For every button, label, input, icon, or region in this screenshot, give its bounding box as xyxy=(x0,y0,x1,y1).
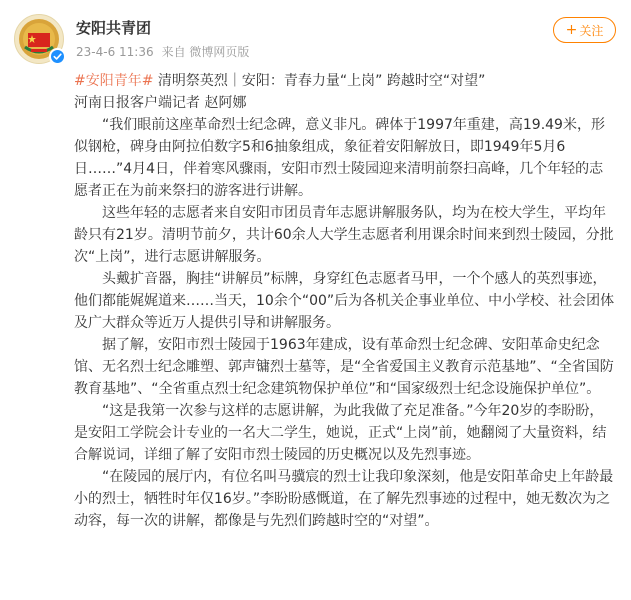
avatar[interactable] xyxy=(14,14,64,64)
follow-label: 关注 xyxy=(579,23,604,38)
post-content xyxy=(74,70,617,532)
paragraph: “在陵园的展厅内，有位名叫马骥宸的烈士让我印象深刻，他是安阳革命史上年龄最小的烈士，牺牲时年仅16岁。”李盼盼感慨道，在了解先烈事迹的过程中，她无数次为之动容，每一次的讲解，都像是与先烈们跨越时空的“对望”。 xyxy=(74,469,614,529)
post-date[interactable]: 23-4-6 11:36 xyxy=(76,45,154,59)
verified-badge-icon xyxy=(49,48,66,65)
headline-text: 清明祭英烈｜安阳：青春力量“上岗” 跨越时空“对望” xyxy=(153,73,486,89)
paragraph: “这是我第一次参与这样的志愿讲解，为此我做了充足准备。”今年20岁的李盼盼，是安阳工学院会计专业的一名大二学生，她说，正式“上岗”前，她翻阅了大量资料，结合解说词，详细了解了安阳市烈士陵园的历史概况以及先烈事迹。 xyxy=(74,403,607,463)
post-headline xyxy=(74,70,617,92)
paragraph: 头戴扩音器，胸挂“讲解员”标牌，身穿红色志愿者马甲，一个个感人的英烈事迹，他们都能娓娓道来……当天，10余个“00”后为各机关企事业单位、中小学校、社会团体及广大群众等近万人提供引导和讲解服务。 xyxy=(74,271,615,331)
post-source: 来自 微博网页版 xyxy=(161,45,250,59)
author-name[interactable]: 安阳共青团 xyxy=(76,19,152,37)
paragraph: 据了解，安阳市烈士陵园于1963年建成，设有革命烈士纪念碑、安阳革命史纪念馆、无名烈士纪念雕塑、郭声镛烈士墓等，是“全省爱国主义教育示范基地”、“全省国防教育基地”、“全省重点烈士纪念建筑物保护单位”和“国家级烈士纪念设施保护单位”。 xyxy=(74,337,614,397)
byline: 河南日报客户端记者 赵阿娜 xyxy=(74,95,247,111)
plus-icon: + xyxy=(565,22,578,38)
hashtag-link[interactable]: #安阳青年# xyxy=(74,73,154,89)
paragraph: “我们眼前这座革命烈士纪念碑，意义非凡。碑体于1997年重建，高19.49米，形似钢枪，碑身由阿拉伯数字5和6抽象组成，象征着安阳解放日，即1949年5月6日……”4月4日，伴着寒风骤雨，安阳市烈士陵园迎来清明前祭扫高峰，几个年轻的志愿者正在为前来祭扫的游客进行讲解。 xyxy=(74,117,605,199)
paragraph: 这些年轻的志愿者来自安阳市团员青年志愿讲解服务队，均为在校大学生，平均年龄只有21岁。清明节前夕，共计60余人大学生志愿者利用课余时间来到烈士陵园，分批次“上岗”，进行志愿讲解服务。 xyxy=(74,205,614,265)
post-meta xyxy=(76,43,257,60)
follow-button[interactable] xyxy=(553,17,616,43)
